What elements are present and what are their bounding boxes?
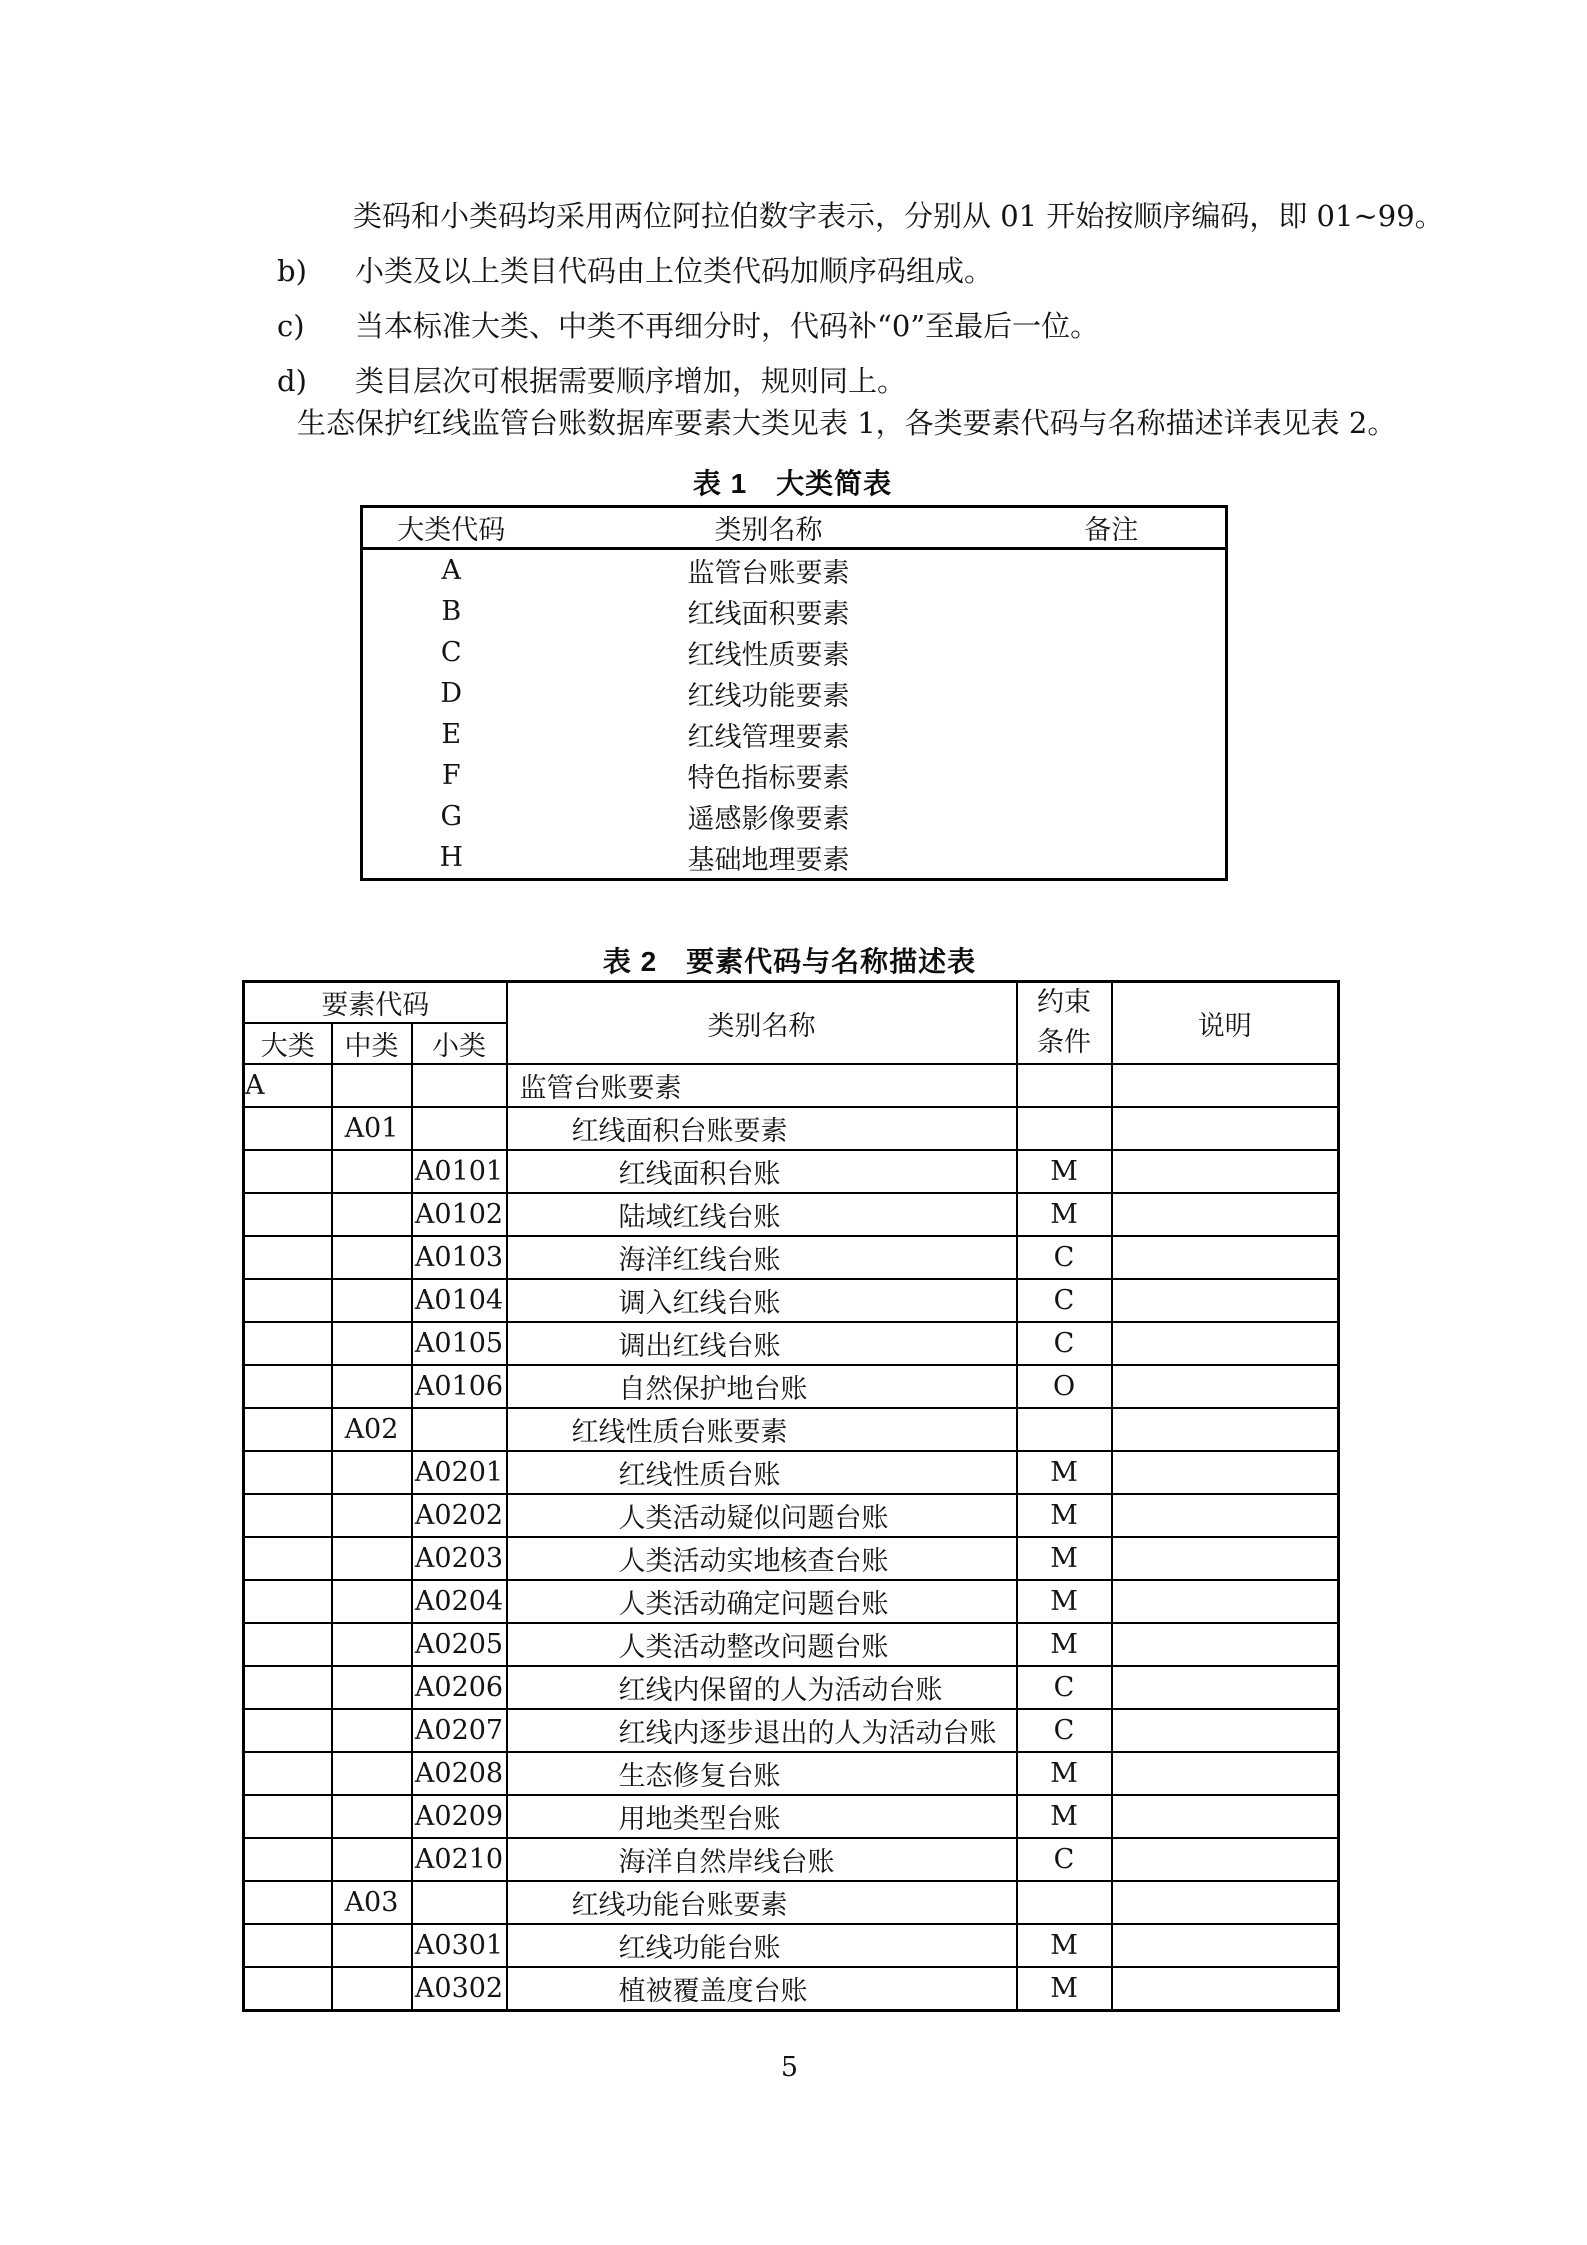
table-row [244,1967,1339,2011]
cell-description [1112,1494,1339,1537]
cell-middle-code [332,1537,412,1580]
cell-description [1112,1967,1339,2011]
cell-category-name: 陆域红线台账 [507,1193,1017,1236]
table1-header [362,507,1227,549]
page-number: 5 [780,2052,799,2083]
table-row [244,1537,1339,1580]
cell-middle-code [332,1279,412,1322]
table1-header-code: 大类代码 [362,507,540,549]
table2-header-code-group: 要素代码 [244,982,507,1024]
cell-category-name: 红线功能台账要素 [507,1881,1017,1924]
cell-major-code [244,1494,332,1537]
cell-category-name: 遥感影像要素 [687,804,850,835]
cell-constraint: C [1017,1236,1112,1279]
cell-middle-code [332,1709,412,1752]
cell-constraint: M [1017,1752,1112,1795]
cell-category-name: 特色指标要素 [687,763,850,794]
cell-note [998,837,1227,880]
cell-middle-code: A03 [332,1881,412,1924]
cell-major-code [244,1537,332,1580]
cell-constraint: M [1017,1967,1112,2011]
cell-category-name: 红线性质台账要素 [507,1408,1017,1451]
cell-middle-code: A02 [332,1408,412,1451]
cell-major-code: B [441,596,462,627]
cell-note [998,591,1227,632]
cell-major-code: G [440,801,463,832]
cell-constraint [1017,1408,1112,1451]
cell-middle-code [332,1838,412,1881]
cell-category-name: 红线性质台账 [507,1451,1017,1494]
cell-middle-code [332,1322,412,1365]
table2-header-name: 类别名称 [507,982,1017,1065]
cell-middle-code [332,1365,412,1408]
cell-description [1112,1322,1339,1365]
cell-category-name: 基础地理要素 [687,845,850,876]
cell-note [998,796,1227,837]
cell-description [1112,1451,1339,1494]
cell-minor-code: A0206 [412,1666,507,1709]
cell-minor-code: A0207 [412,1709,507,1752]
cell-category-name: 红线功能台账 [507,1924,1017,1967]
cell-middle-code [332,1924,412,1967]
list-text-b: 小类及以上类目代码由上位类代码加顺序码组成。 [355,254,994,288]
table-row [244,1752,1339,1795]
list-text-d: 类目层次可根据需要顺序增加，规则同上。 [355,364,907,398]
cell-constraint: C [1017,1322,1112,1365]
cell-middle-code [332,1451,412,1494]
cell-category-name: 监管台账要素 [687,558,850,589]
cell-major-code [244,1838,332,1881]
table2-header-row-1 [244,982,1339,1024]
table-row [244,1580,1339,1623]
cell-middle-code [332,1494,412,1537]
cell-description [1112,1279,1339,1322]
cell-description [1112,1881,1339,1924]
cell-category-name: 植被覆盖度台账 [507,1967,1017,2011]
cell-category-name: 红线功能要素 [687,681,850,712]
table2-header [244,982,1339,1065]
cell-middle-code: A01 [332,1107,412,1150]
cell-category-name: 自然保护地台账 [507,1365,1017,1408]
cell-constraint [1017,1064,1112,1107]
cell-constraint: M [1017,1580,1112,1623]
cell-major-code [244,1451,332,1494]
cell-constraint: O [1017,1365,1112,1408]
table2-header-constraint [1017,982,1112,1065]
table2-header-major: 大类 [244,1023,332,1064]
cell-major-code: A [244,1064,332,1107]
table-row [244,1924,1339,1967]
table1-header-note: 备注 [998,507,1227,549]
cell-major-code [244,1236,332,1279]
cell-category-name: 人类活动确定问题台账 [507,1580,1017,1623]
table-row [244,1838,1339,1881]
cell-major-code [244,1193,332,1236]
cell-major-code: A [441,555,461,586]
list-marker-c: c) [277,309,305,343]
table2-header-minor: 小类 [412,1023,507,1064]
cell-major-code [244,1107,332,1150]
cell-category-name: 红线面积台账要素 [507,1107,1017,1150]
cell-category-name: 红线性质要素 [687,640,850,671]
table-row [244,1494,1339,1537]
table-row [244,1193,1339,1236]
cell-category-name: 监管台账要素 [507,1064,1017,1107]
cell-category-name: 人类活动整改问题台账 [507,1623,1017,1666]
cell-note [998,673,1227,714]
table-row [244,1881,1339,1924]
table-row [244,1150,1339,1193]
cell-constraint: M [1017,1193,1112,1236]
cell-description [1112,1408,1339,1451]
cell-description [1112,1924,1339,1967]
table-row [362,714,1227,755]
cell-major-code [244,1967,332,2011]
cell-middle-code [332,1193,412,1236]
cell-category-name: 人类活动疑似问题台账 [507,1494,1017,1537]
list-item-c [277,310,1099,342]
table2-title: 表 2 要素代码与名称描述表 [602,946,977,977]
table2-header-middle: 中类 [332,1023,412,1064]
cell-minor-code: A0301 [412,1924,507,1967]
cell-major-code: E [441,719,462,750]
cell-minor-code [412,1107,507,1150]
cell-middle-code [332,1795,412,1838]
cell-description [1112,1666,1339,1709]
table2-body [244,1064,1339,2011]
table-row [244,1107,1339,1150]
cell-description [1112,1236,1339,1279]
cell-minor-code: A0202 [412,1494,507,1537]
cell-major-code: H [439,842,464,873]
cell-minor-code: A0210 [412,1838,507,1881]
cell-category-name: 红线面积台账 [507,1150,1017,1193]
cell-constraint: C [1017,1709,1112,1752]
cell-constraint: M [1017,1537,1112,1580]
cell-constraint: C [1017,1279,1112,1322]
cell-category-name: 生态修复台账 [507,1752,1017,1795]
cell-minor-code: A0101 [412,1150,507,1193]
cell-middle-code [332,1150,412,1193]
intro-closing: 生态保护红线监管台账数据库要素大类见表 1，各类要素代码与名称描述详表见表 2。 [297,406,1397,440]
cell-note [998,549,1227,592]
table-row [244,1064,1339,1107]
cell-minor-code: A0302 [412,1967,507,2011]
cell-category-name: 红线管理要素 [687,722,850,753]
cell-description [1112,1150,1339,1193]
cell-note [998,755,1227,796]
cell-major-code [244,1322,332,1365]
cell-description [1112,1623,1339,1666]
cell-middle-code [332,1064,412,1107]
table-row [244,1236,1339,1279]
cell-major-code: C [440,637,462,668]
table-row [362,755,1227,796]
cell-major-code [244,1279,332,1322]
cell-minor-code [412,1064,507,1107]
table-row [244,1408,1339,1451]
cell-major-code [244,1924,332,1967]
cell-major-code [244,1580,332,1623]
cell-category-name: 红线内保留的人为活动台账 [507,1666,1017,1709]
table1 [360,505,1228,881]
cell-minor-code: A0106 [412,1365,507,1408]
cell-category-name: 海洋红线台账 [507,1236,1017,1279]
cell-note [998,714,1227,755]
table-row [244,1365,1339,1408]
cell-description [1112,1107,1339,1150]
cell-major-code [244,1709,332,1752]
table-row [362,549,1227,592]
cell-description [1112,1064,1339,1107]
table1-header-name: 类别名称 [540,507,998,549]
cell-minor-code: A0203 [412,1537,507,1580]
cell-category-name: 海洋自然岸线台账 [507,1838,1017,1881]
table1-title: 表 1 大类简表 [692,468,893,499]
cell-major-code [244,1666,332,1709]
cell-constraint: C [1017,1666,1112,1709]
list-marker-b: b) [277,254,307,288]
table-row [244,1279,1339,1322]
intro-opening: 类码和小类码均采用两位阿拉伯数字表示，分别从 01 开始按顺序编码，即 01~99。 [353,199,1444,233]
cell-major-code [244,1795,332,1838]
cell-major-code [244,1623,332,1666]
cell-middle-code [332,1623,412,1666]
cell-constraint: M [1017,1924,1112,1967]
cell-minor-code [412,1881,507,1924]
table-row [244,1623,1339,1666]
cell-constraint [1017,1881,1112,1924]
table-row [362,673,1227,714]
cell-constraint: M [1017,1150,1112,1193]
cell-minor-code: A0208 [412,1752,507,1795]
table-row [362,796,1227,837]
list-text-c: 当本标准大类、中类不再细分时，代码补“0”至最后一位。 [355,309,1100,343]
cell-major-code: D [440,678,463,709]
table2-header-constraint-line2: 条件 [1037,1027,1092,1058]
cell-minor-code: A0103 [412,1236,507,1279]
cell-category-name: 调出红线台账 [507,1322,1017,1365]
table-row [362,837,1227,880]
cell-description [1112,1537,1339,1580]
cell-description [1112,1365,1339,1408]
cell-category-name: 调入红线台账 [507,1279,1017,1322]
cell-description [1112,1838,1339,1881]
cell-description [1112,1580,1339,1623]
list-marker-d: d) [277,364,307,398]
cell-constraint: M [1017,1623,1112,1666]
table2 [242,980,1340,2012]
cell-constraint: C [1017,1838,1112,1881]
cell-category-name: 用地类型台账 [507,1795,1017,1838]
cell-minor-code: A0209 [412,1795,507,1838]
cell-middle-code [332,1752,412,1795]
cell-middle-code [332,1580,412,1623]
table-row [244,1451,1339,1494]
cell-minor-code: A0105 [412,1322,507,1365]
cell-constraint: M [1017,1795,1112,1838]
cell-constraint [1017,1107,1112,1150]
cell-description [1112,1752,1339,1795]
cell-middle-code [332,1666,412,1709]
cell-major-code [244,1881,332,1924]
cell-major-code [244,1752,332,1795]
list-item-b [277,255,993,287]
cell-constraint: M [1017,1451,1112,1494]
cell-minor-code [412,1408,507,1451]
cell-middle-code [332,1967,412,2011]
cell-category-name: 红线内逐步退出的人为活动台账 [507,1709,1017,1752]
cell-category-name: 人类活动实地核查台账 [507,1537,1017,1580]
cell-minor-code: A0205 [412,1623,507,1666]
cell-minor-code: A0104 [412,1279,507,1322]
list-item-d [277,365,906,397]
cell-minor-code: A0204 [412,1580,507,1623]
cell-category-name: 红线面积要素 [687,599,850,630]
cell-middle-code [332,1236,412,1279]
cell-description [1112,1193,1339,1236]
cell-major-code [244,1408,332,1451]
table1-body [362,549,1227,880]
cell-description [1112,1709,1339,1752]
table-row [244,1795,1339,1838]
table-row [244,1322,1339,1365]
cell-note [998,632,1227,673]
table-row [362,632,1227,673]
cell-major-code: F [441,760,461,791]
cell-major-code [244,1365,332,1408]
table-row [362,591,1227,632]
table2-header-description: 说明 [1112,982,1339,1065]
table2-header-constraint-line1: 约束 [1037,987,1092,1018]
table-row [244,1709,1339,1752]
cell-major-code [244,1150,332,1193]
cell-minor-code: A0102 [412,1193,507,1236]
cell-constraint: M [1017,1494,1112,1537]
table1-header-row [362,507,1227,549]
cell-description [1112,1795,1339,1838]
cell-minor-code: A0201 [412,1451,507,1494]
table-row [244,1666,1339,1709]
